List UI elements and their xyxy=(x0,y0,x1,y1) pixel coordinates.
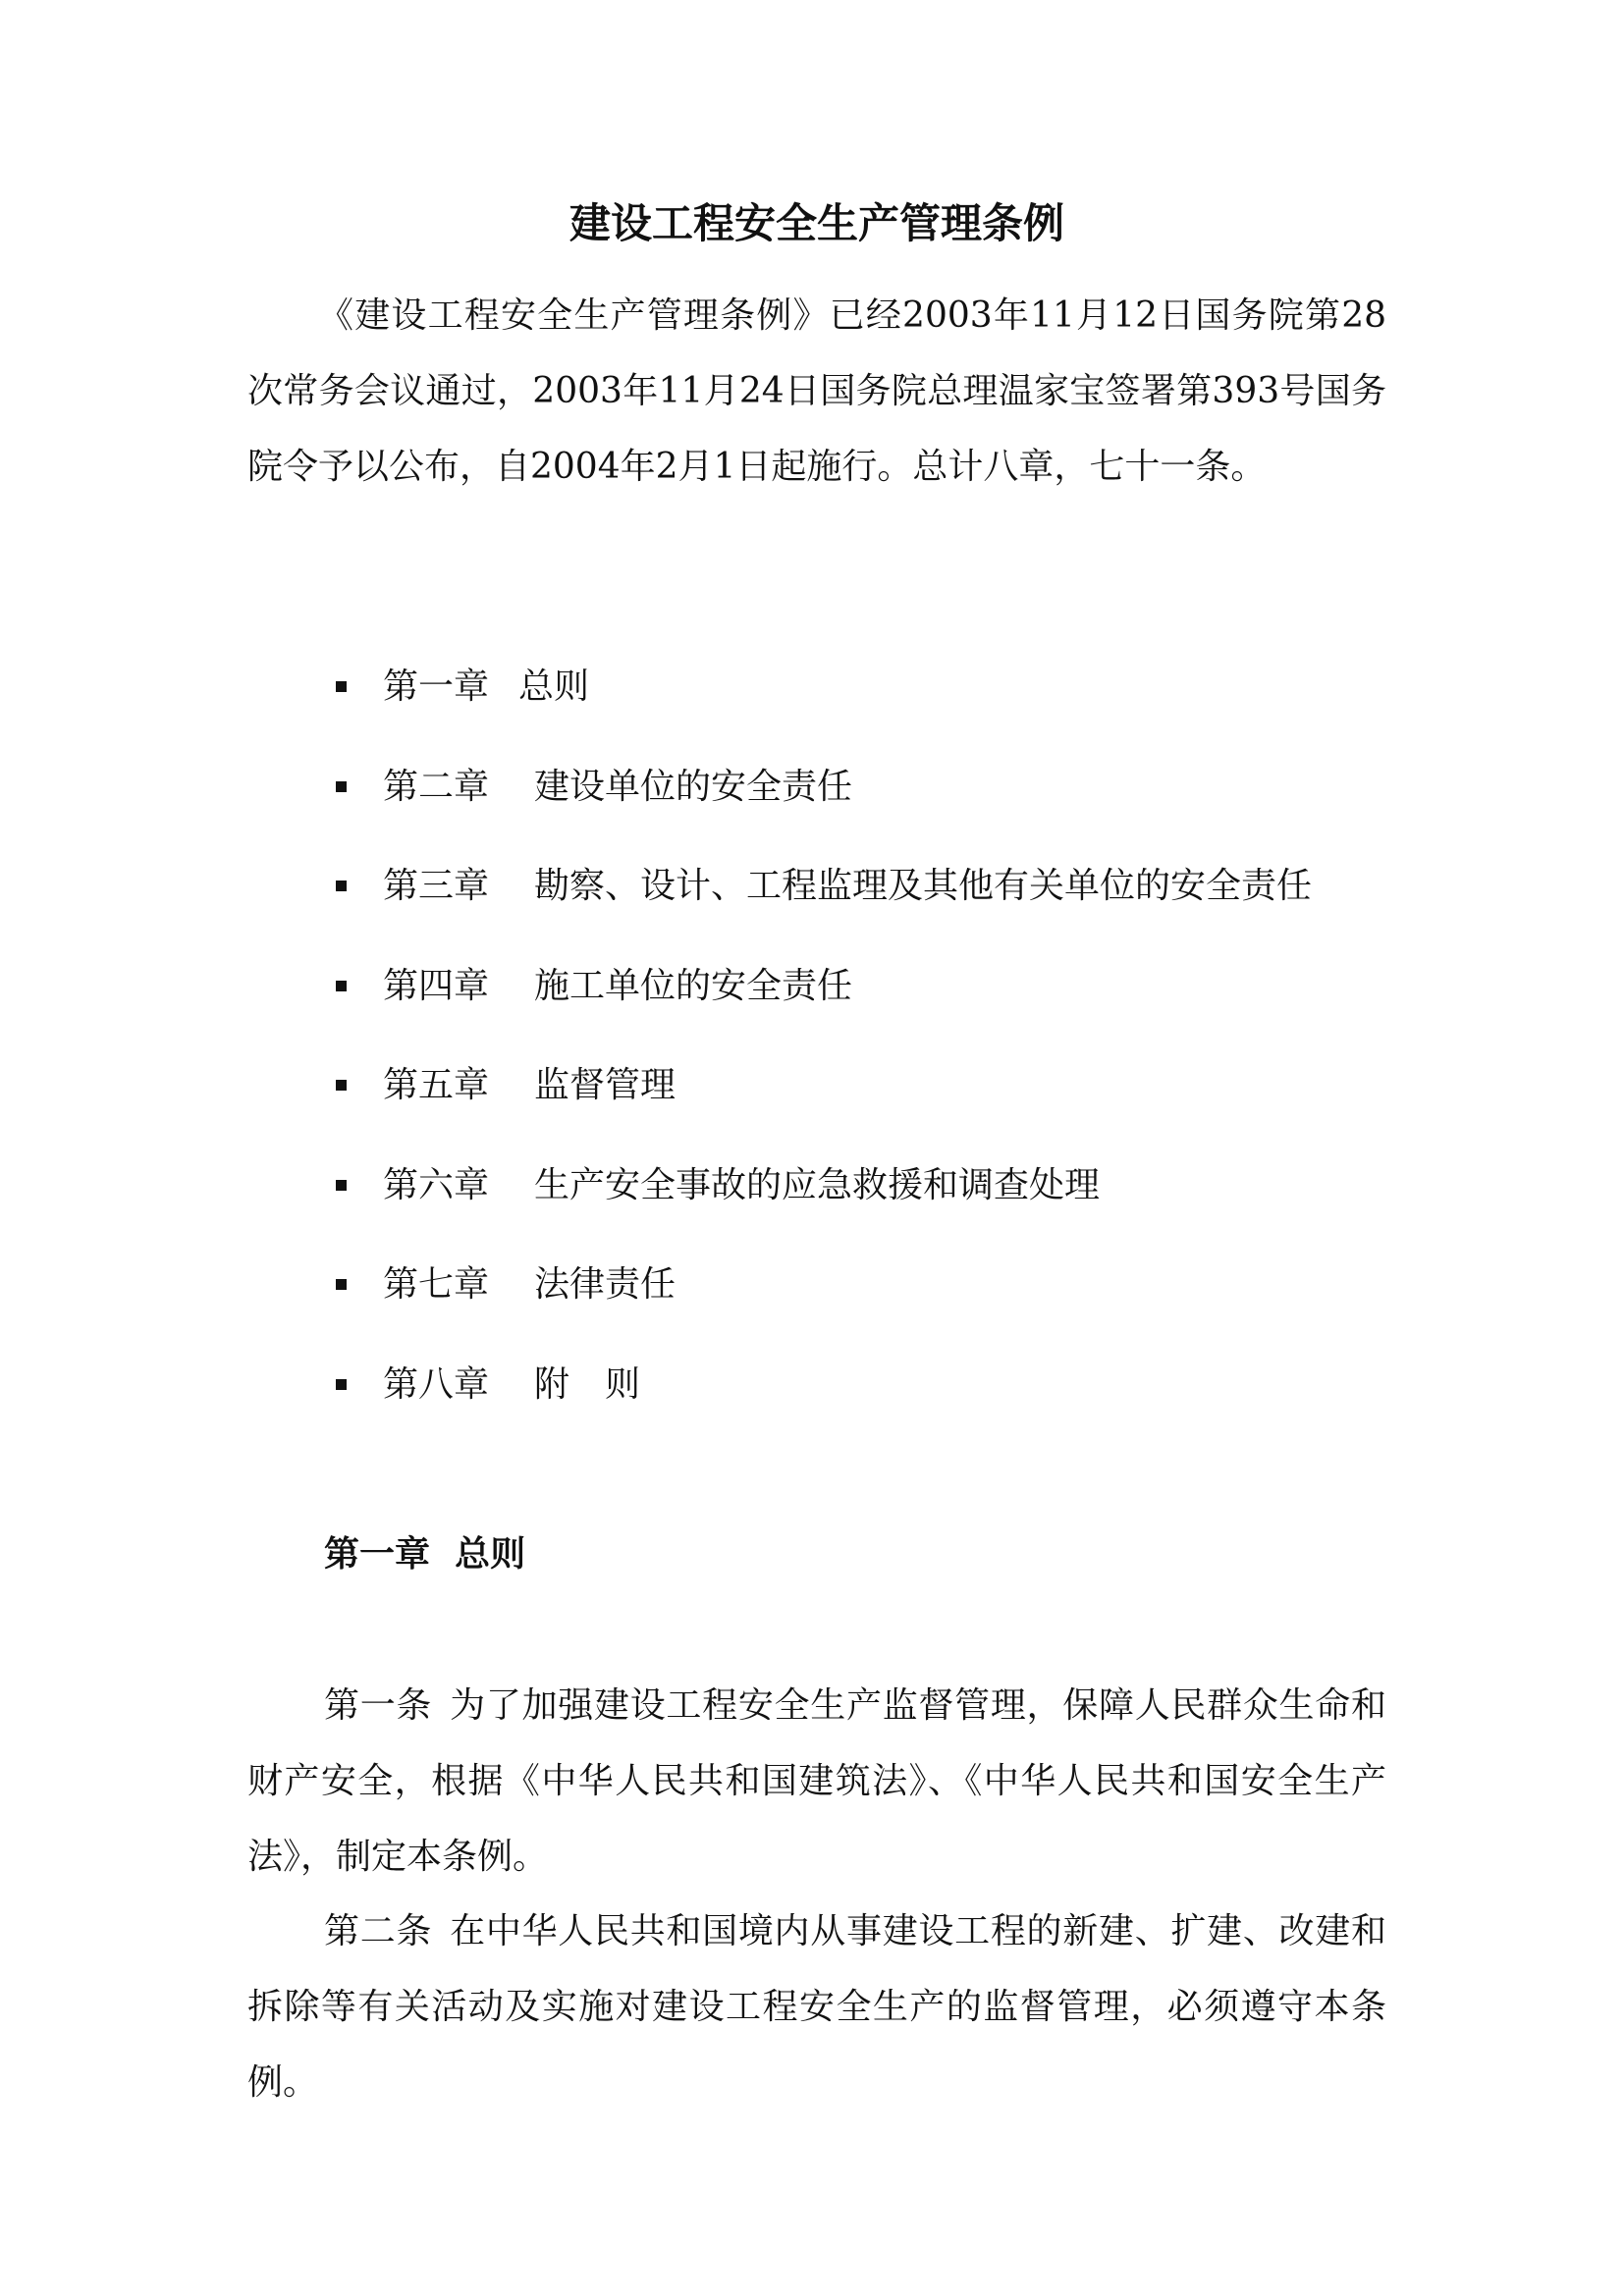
square-bullet-icon xyxy=(336,681,347,692)
toc-chapter-number: 第三章 xyxy=(383,866,490,906)
toc-chapter-name: 施工单位的安全责任 xyxy=(534,965,853,1006)
chapter-heading: 第一章 总则 xyxy=(324,1534,526,1575)
toc-item-chapter-4[interactable] xyxy=(247,955,1386,1055)
article-text: 为了加强建设工程安全生产监督管理，保障人民群众生命和财产安全，根据《中华人民共和国建筑法》、《中华人民共和国安全生产法》，制定本条例。 xyxy=(247,1685,1386,1877)
toc-chapter-name: 建设单位的安全责任 xyxy=(534,766,853,807)
toc-chapter-name: 附 则 xyxy=(534,1363,641,1405)
article-paragraph xyxy=(247,1894,1386,2120)
toc-item-chapter-3[interactable] xyxy=(247,855,1386,955)
square-bullet-icon xyxy=(336,1279,347,1290)
square-bullet-icon xyxy=(336,981,347,991)
square-bullet-icon xyxy=(336,881,347,891)
toc-chapter-number: 第一章 xyxy=(383,667,490,707)
toc-chapter-name: 法律责任 xyxy=(534,1264,677,1305)
document-title: 建设工程安全生产管理条例 xyxy=(568,199,1064,247)
toc-chapter-name: 生产安全事故的应急救援和调查处理 xyxy=(534,1164,1101,1205)
intro-paragraph: 《建设工程安全生产管理条例》已经2003年11月12日国务院第28次常务会议通过，2003年11月24日国务院总理温家宝签署第393号国务院令予以公布，自2004年2月1日起施行。总计八章，七十一条。 xyxy=(247,295,1386,487)
article-number: 第一条 xyxy=(324,1685,433,1726)
article-text: 在中华人民共和国境内从事建设工程的新建、扩建、改建和拆除等有关活动及实施对建设工程安全生产的监督管理，必须遵守本条例。 xyxy=(247,1911,1386,2103)
article-number: 第二条 xyxy=(324,1911,433,1951)
table-of-contents xyxy=(247,656,1386,1453)
toc-chapter-name: 勘察、设计、工程监理及其他有关单位的安全责任 xyxy=(534,866,1313,906)
toc-chapter-number: 第四章 xyxy=(383,965,490,1006)
square-bullet-icon xyxy=(336,1379,347,1390)
toc-chapter-number: 第八章 xyxy=(383,1363,490,1405)
square-bullet-icon xyxy=(336,1180,347,1191)
square-bullet-icon xyxy=(336,781,347,792)
toc-item-chapter-8[interactable] xyxy=(247,1354,1386,1454)
toc-chapter-name: 监督管理 xyxy=(534,1065,677,1105)
square-bullet-icon xyxy=(336,1080,347,1091)
article-paragraph xyxy=(247,1668,1386,1895)
toc-item-chapter-2[interactable] xyxy=(247,756,1386,856)
toc-item-chapter-5[interactable] xyxy=(247,1054,1386,1154)
toc-chapter-number: 第二章 xyxy=(383,766,490,807)
toc-chapter-number: 第五章 xyxy=(383,1065,490,1105)
toc-chapter-number: 第六章 xyxy=(383,1164,490,1205)
toc-item-chapter-7[interactable] xyxy=(247,1254,1386,1354)
toc-chapter-name: 总则 xyxy=(518,667,590,707)
toc-item-chapter-6[interactable] xyxy=(247,1154,1386,1255)
toc-chapter-number: 第七章 xyxy=(383,1264,490,1305)
toc-item-chapter-1[interactable] xyxy=(247,656,1386,756)
